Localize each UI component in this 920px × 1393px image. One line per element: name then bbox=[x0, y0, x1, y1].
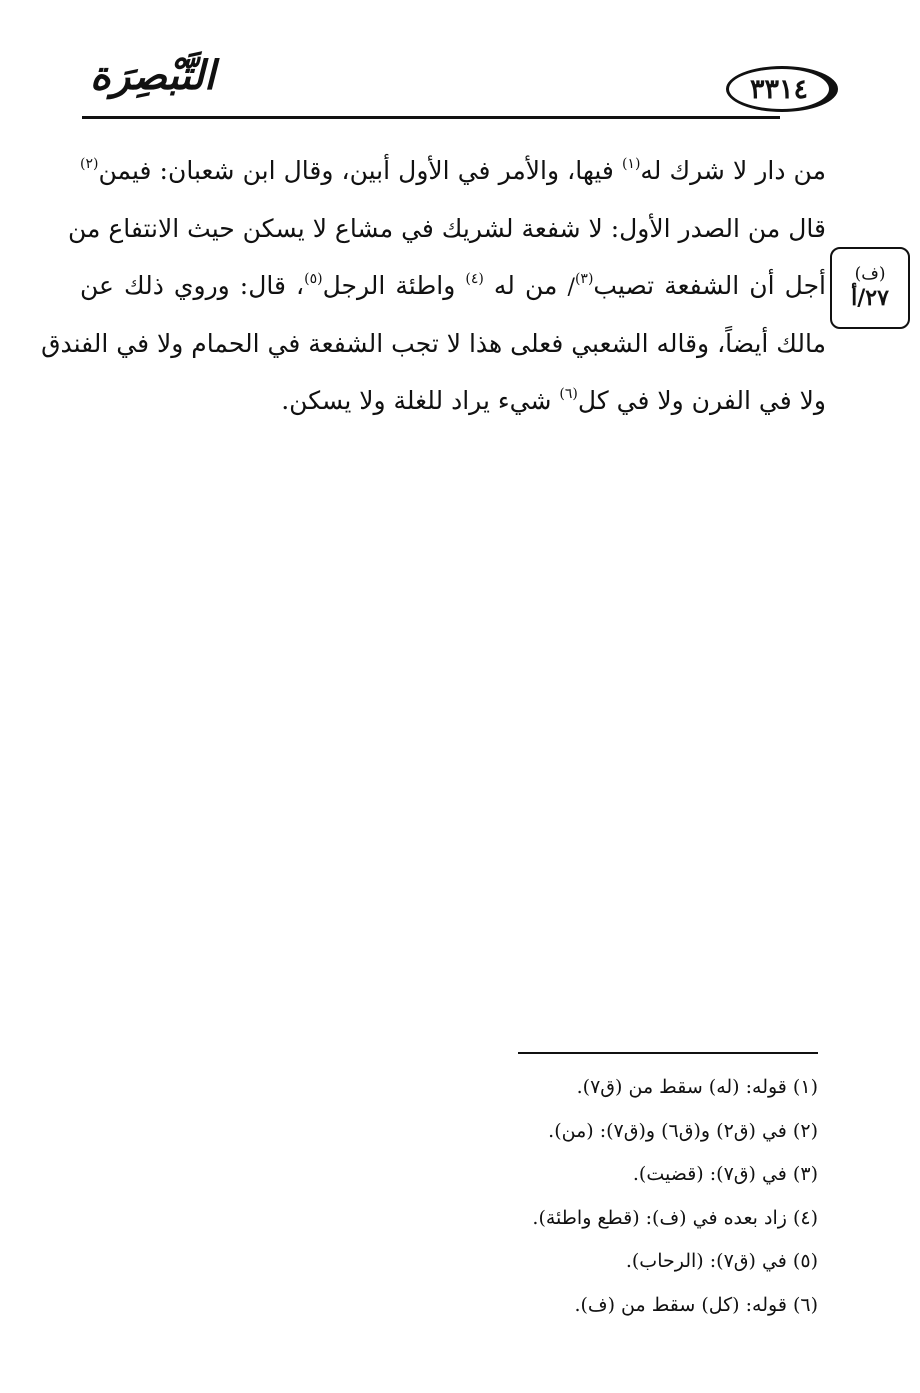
page-number-badge bbox=[726, 66, 838, 112]
footnote-1: (١) قوله: (له) سقط من (ق٧). bbox=[576, 1076, 818, 1098]
footnote-ref-3[interactable]: (٣) bbox=[574, 271, 594, 287]
page-number: ٣٣١٤ bbox=[750, 73, 809, 105]
footnote-5: (٥) في (ق٧): (الرحاب). bbox=[625, 1250, 818, 1272]
text-segment: شيء يراد للغلة ولا يسكن. bbox=[281, 386, 560, 415]
text-line-3 bbox=[80, 257, 826, 315]
text-line-4 bbox=[41, 315, 826, 373]
text-segment: واطئة الرجل bbox=[322, 271, 466, 300]
text-segment: ولا في الفرن ولا في كل bbox=[577, 386, 826, 415]
header-rule bbox=[82, 116, 780, 119]
footnote-2: (٢) في (ق٢) و(ق٦) و(ق٧): (من). bbox=[548, 1119, 818, 1142]
text-line-1 bbox=[80, 142, 826, 200]
folio-break-mark: / bbox=[567, 275, 575, 300]
footnote-3: (٣) في (ق٧): (قضيت). bbox=[632, 1163, 818, 1185]
text-segment: قال من الصدر الأول: لا شفعة لشريك في مشاع لا يسكن حيث الانتفاع من bbox=[67, 213, 826, 243]
folio-number: ٢٧/أ bbox=[851, 284, 889, 311]
text-segment: أجل أن الشفعة تصيب bbox=[593, 271, 826, 300]
footnote-ref-1[interactable]: (١) bbox=[621, 156, 641, 172]
footnote-ref-2[interactable]: (٢) bbox=[80, 156, 99, 172]
footnote-4: (٤) زاد بعده في (ف): (قطع واطئة). bbox=[532, 1206, 818, 1229]
text-segment: من دار لا شرك له bbox=[640, 156, 826, 185]
main-text bbox=[41, 142, 826, 430]
footnote-separator bbox=[518, 1052, 818, 1054]
footnote-ref-5[interactable]: (٥) bbox=[304, 271, 323, 287]
manuscript-folio-marker bbox=[830, 247, 910, 329]
footnote-ref-6[interactable]: (٦) bbox=[559, 386, 578, 402]
book-title: التَّبْصِرَة bbox=[90, 52, 216, 99]
text-segment: فيها، والأمر في الأول أبين، وقال ابن شعبان: فيمن bbox=[98, 156, 622, 185]
footnote-6: (٦) قوله: (كل) سقط من (ف). bbox=[574, 1293, 818, 1316]
text-line-5 bbox=[80, 372, 826, 430]
footnote-ref-4[interactable]: (٤) bbox=[465, 271, 484, 287]
manuscript-siglum: (ف) bbox=[854, 263, 886, 284]
text-segment: ، قال: وروي ذلك عن bbox=[80, 271, 305, 300]
text-segment: من له bbox=[483, 271, 568, 300]
text-line-2 bbox=[67, 200, 826, 258]
footnotes bbox=[218, 1066, 818, 1327]
text-segment: مالك أيضاً، وقاله الشعبي فعلى هذا لا تجب الشفعة في الحمام ولا في الفندق bbox=[41, 328, 826, 358]
page-header bbox=[82, 50, 838, 122]
